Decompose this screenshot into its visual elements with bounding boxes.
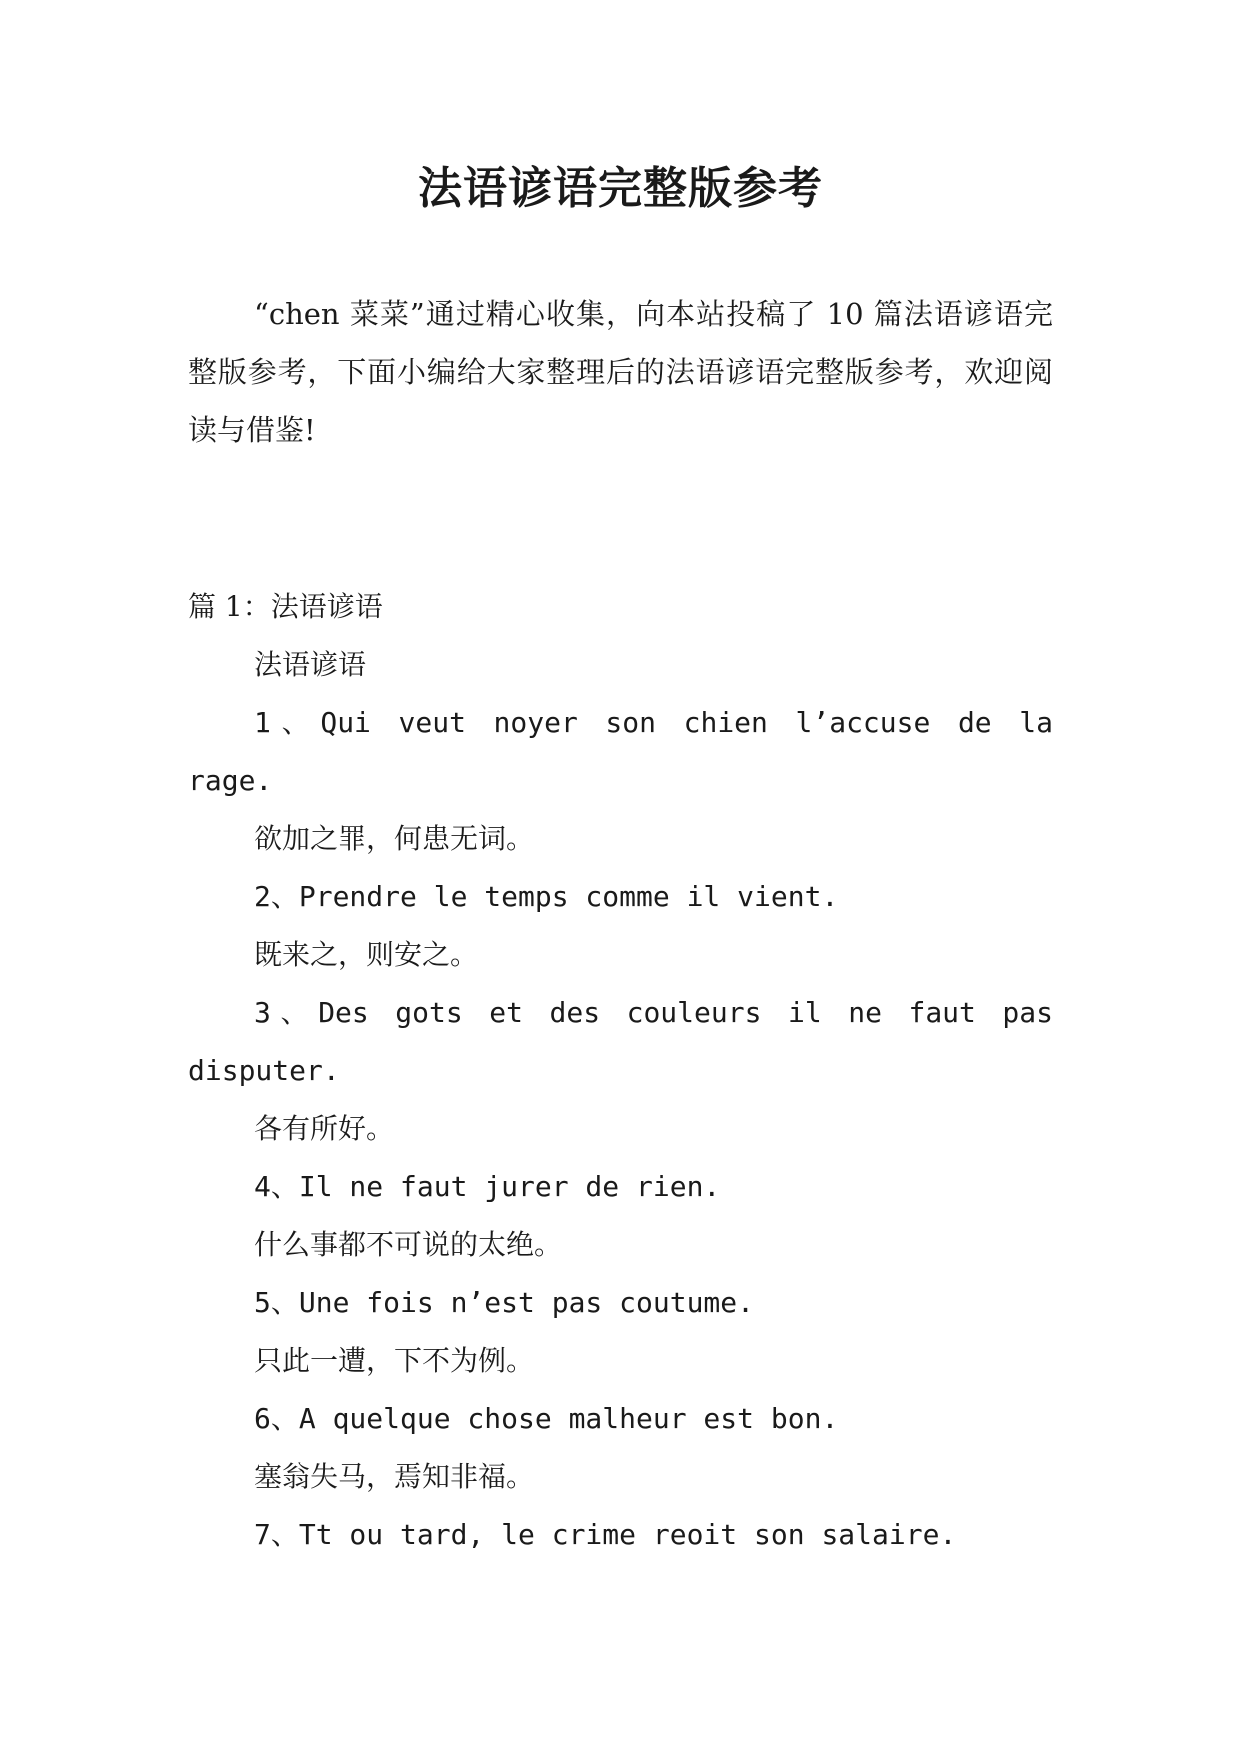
section-1	[188, 578, 1053, 1564]
section-heading: 篇 1：法语谚语	[188, 590, 383, 623]
proverb-chinese: 欲加之罪，何患无词。	[254, 822, 535, 855]
proverb-french: 6、A quelque chose malheur est bon.	[254, 1402, 839, 1435]
proverb-chinese: 既来之，则安之。	[254, 938, 479, 971]
document-title: 法语谚语完整版参考	[418, 163, 823, 214]
proverb-french: 5、Une fois n’est pas coutume.	[254, 1286, 755, 1319]
proverb-chinese: 塞翁失马，焉知非福。	[254, 1460, 535, 1493]
proverb-french: 2、Prendre le temps comme il vient.	[254, 880, 839, 913]
proverb-chinese: 什么事都不可说的太绝。	[254, 1228, 563, 1261]
proverb-chinese: 各有所好。	[254, 1112, 395, 1145]
proverb-french: 3、Des gots et des couleurs il ne faut pas disputer.	[188, 996, 1053, 1087]
proverb-chinese: 只此一遭，下不为例。	[254, 1344, 535, 1377]
proverb-french: 1、Qui veut noyer son chien l’accuse de la rage.	[188, 706, 1053, 797]
proverb-french: 4、Il ne faut jurer de rien.	[254, 1170, 721, 1203]
proverb-french: 7、Tt ou tard, le crime reoit son salaire.	[254, 1518, 957, 1551]
section-subheading: 法语谚语	[254, 648, 367, 681]
intro-paragraph: “chen 菜菜”通过精心收集，向本站投稿了 10 篇法语谚语完整版参考，下面小编给大家整理后的法语谚语完整版参考，欢迎阅读与借鉴!	[188, 297, 1053, 447]
